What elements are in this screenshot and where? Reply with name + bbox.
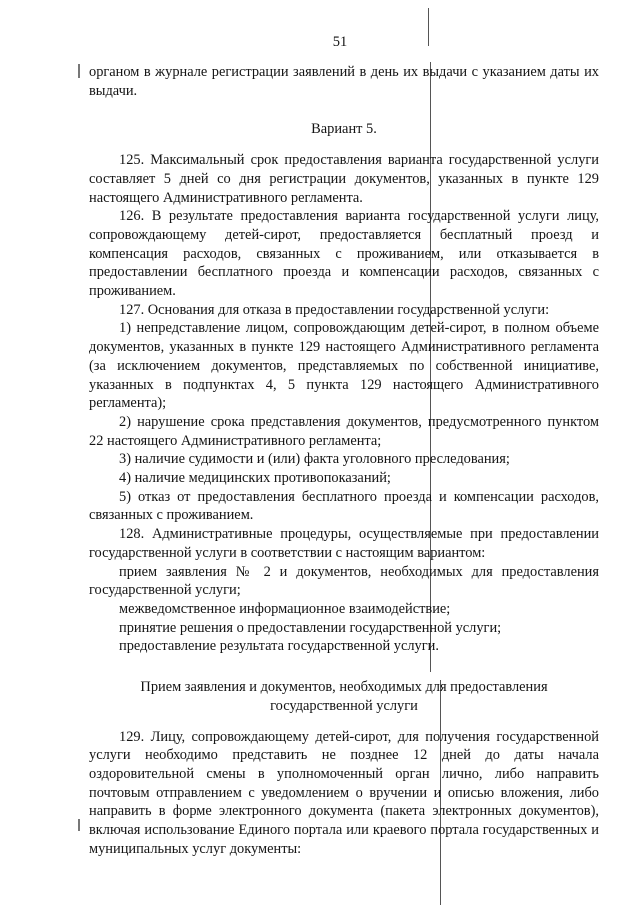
- page-number: 51: [332, 34, 348, 50]
- procedure-item: предоставление результата государственной услуги.: [119, 638, 439, 655]
- reason-item: 5) отказ от предоставления бесплатного проезда и компенсации расходов, связанных с проживанием.: [89, 488, 599, 524]
- scan-dot-mark: [78, 819, 80, 831]
- section-heading: Прием заявления и документов, необходимых для предоставления государственной услуги: [140, 679, 548, 714]
- intro-paragraph: органом в журнале регистрации заявлений в день их выдачи с указанием даты их выдачи.: [89, 64, 599, 99]
- reason-item: 4) наличие медицинских противопоказаний;: [119, 470, 391, 487]
- paragraph-125: 125. Максимальный срок предоставления варианта государственной услуги составляет 5 дней со дня регистрации документов, указанных в пункте 129 настоящего Административного регламента.: [89, 152, 599, 206]
- reason-item: 1) непредставление лицом, сопровождающим детей-сирот, в полном объеме документов, указанных в пункте 129 настоящего Административного регламента (за исключением документов, представляемых по собственной инициативе, указанных в подпунктах 4, 5 пункта 129 настоящего Административного регламента);: [89, 320, 599, 412]
- reason-item: 3) наличие судимости и (или) факта уголовного преследования;: [119, 451, 510, 468]
- paragraph-129: 129. Лицу, сопровождающему детей-сирот, для получения государственной услуги необходимо представить не позднее 12 дней до даты начала оздоровительной смены в уполномоченный орган лично, либо направить почтовым отправлением с уведомлением о вручении и описью вложения, либо направить в форме электронного документа (пакета электронных документов), включая использование Единого портала или краевого портала государственных и муниципальных услуг документы:: [89, 728, 599, 857]
- scan-dot-mark: [78, 64, 80, 78]
- paragraph-127: 127. Основания для отказа в предоставлении государственной услуги:: [119, 301, 550, 318]
- procedure-item: межведомственное информационное взаимодействие;: [119, 600, 451, 617]
- variant-heading: Вариант 5.: [311, 121, 377, 138]
- document-body: [89, 63, 599, 858]
- paragraph-128: 128. Административные процедуры, осуществляемые при предоставлении государственной услуги в соответствии с настоящим вариантом:: [89, 526, 599, 561]
- procedure-item: принятие решения о предоставлении государственной услуги;: [119, 619, 502, 636]
- paragraph-126: 126. В результате предоставления варианта государственной услуги лицу, сопровождающему детей-сирот, предоставляется бесплатный проезд и компенсация расходов, связанных с проживанием, или отказывается в предоставлении бесплатного проезда и компенсации расходов, связанных с проживанием.: [89, 208, 599, 300]
- reason-item: 2) нарушение срока представления документов, предусмотренного пунктом 22 настоящего Административного регламента;: [89, 413, 599, 449]
- procedure-item: прием заявления № 2 и документов, необходимых для предоставления государственной услуги;: [89, 563, 599, 599]
- scan-line-mark: [428, 8, 429, 46]
